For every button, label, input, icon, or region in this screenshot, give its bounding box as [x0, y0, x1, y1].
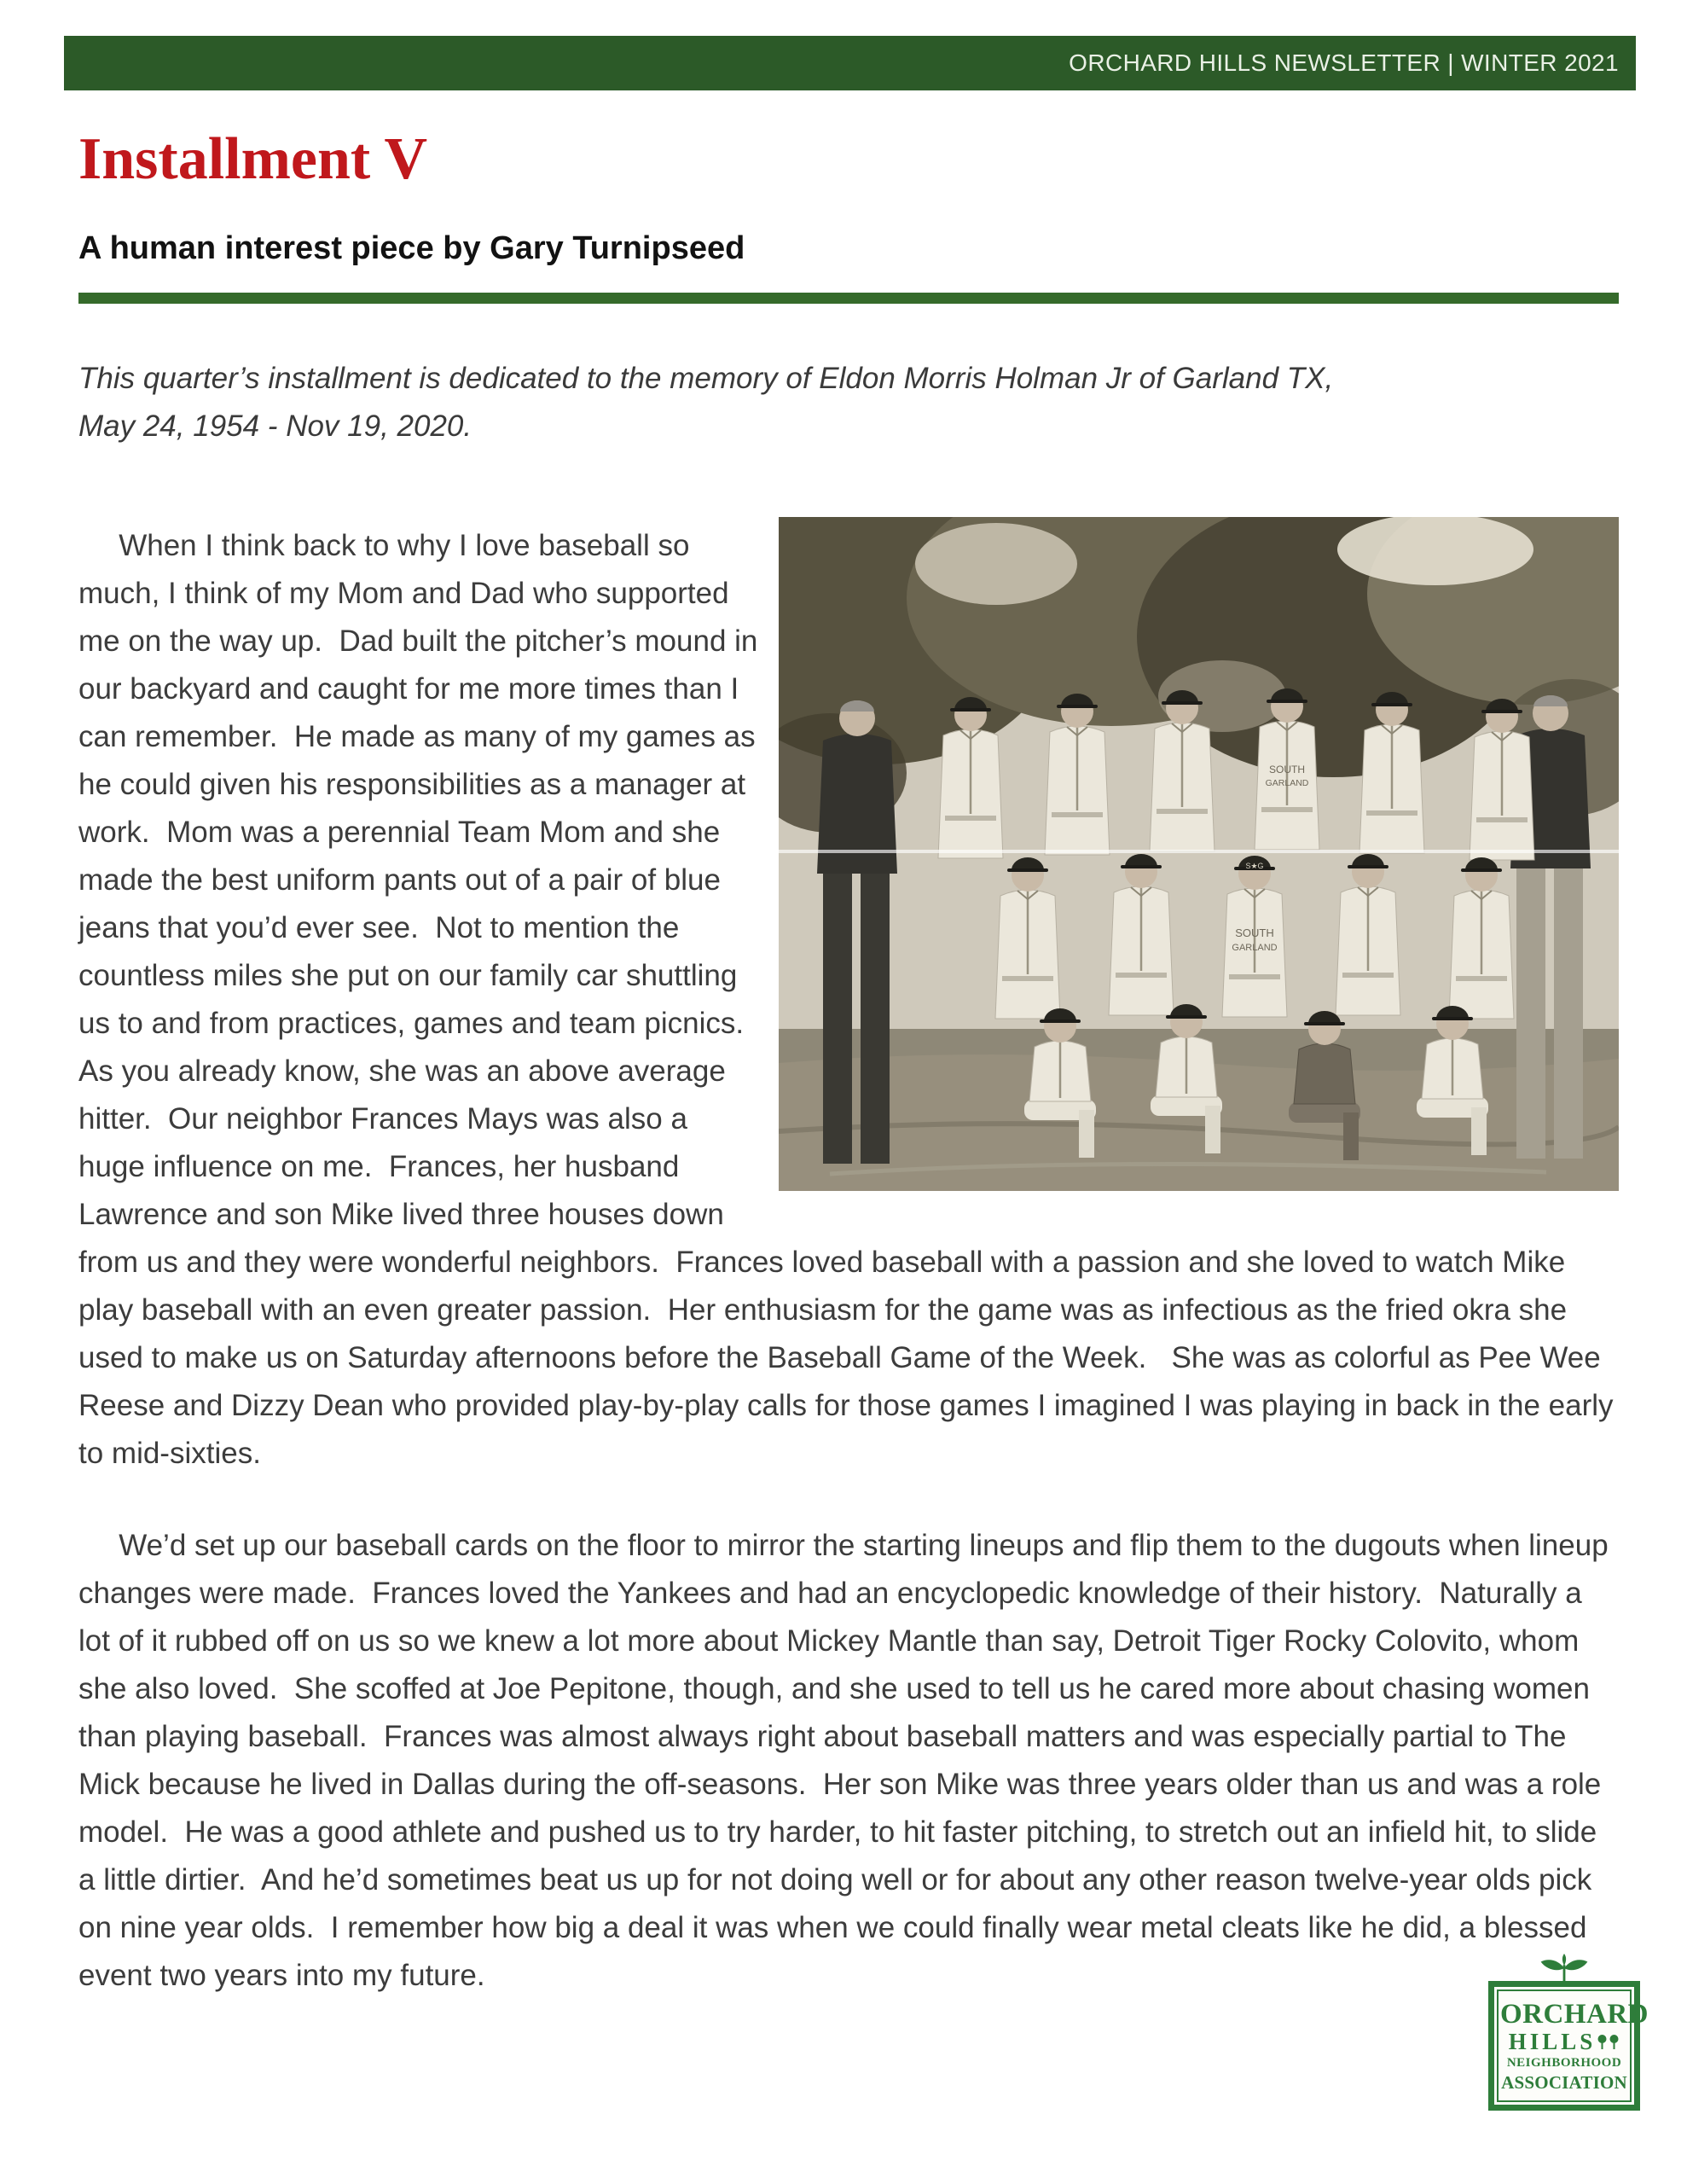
- team-photo-image: [779, 517, 1619, 1191]
- sprout-icon: [1536, 1954, 1592, 1983]
- cap-text: S★G: [1245, 861, 1264, 870]
- association-logo: [1482, 1954, 1649, 2111]
- dedication-block: [78, 355, 1619, 450]
- byline: A human interest piece by Gary Turnipseed: [78, 229, 745, 266]
- logo-hills-text: HILLS: [1508, 2029, 1597, 2054]
- page-content: [78, 126, 1622, 2044]
- team-photo-illustration: [779, 517, 1619, 1191]
- jersey-text: SOUTH: [1235, 926, 1274, 939]
- logo-box: [1488, 1981, 1649, 2111]
- article-paragraph-2: We’d set up our baseball cards on the floor to mirror the starting lineups and flip them to the dugouts when lineup changes were made. Frances loved the Yankees and had an encyclopedic knowledge of their history. Naturally a lot of it rubbed off on us so we knew a lot more about Mickey Mantle than say, Detroit Tiger Rocky Colovito, whom she also loved. She scoffed at Joe Pepitone, though, and she used to tell us he cared more about chasing women than playing baseball. Frances was almost always right about baseball matters and was especially partial to The Mick because he lived in Dallas during the off-seasons. Her son Mike was three years older than us and was a role model. He was a good athlete and pushed us to try harder, to hit faster pitching, to stretch out an infield hit, to slide a little dirtier. And he’d sometimes beat us up for not doing well or for about any other reason twelve-year olds pick on nine year olds. I remember how big a deal it was when we could finally wear metal cleats like he did, a blessed event two years into my future.: [78, 1528, 1617, 1992]
- photo-seam: [779, 850, 1619, 853]
- article-paragraph-1: When I think back to why I love baseball so much, I think of my Mom and Dad who supported me on the way up. Dad built the pitcher’s mound in our backyard and caught for me more times than I can remember. He made as many of my games as he could given his responsibilities as a manager at work. Mom was a perennial Team Mom and she made the best uniform pants out of a pair of blue jeans that you’d ever see. Not to mention the countless miles she put on our family car shuttling us to and from practices, games and team picnics. As you already know, she was an above average hitter. Our neighbor Frances Mays was also a huge influence on me. Frances, her husband Lawrence and son Mike lived three houses down from us and they were wonderful neighbors. Frances loved baseball with a passion and she loved to watch Mike play baseball with an even greater passion. Her enthusiasm for the game was as infectious as the fried okra she used to make us on Saturday afternoons before the Baseball Game of the Week. She was as colorful as Pee Wee Reese and Dizzy Dean who provided play-by-play calls for those games I imagined I was playing in back in the early to mid-sixties.: [78, 528, 1622, 1470]
- dedication-line-2: May 24, 1954 - Nov 19, 2020.: [78, 409, 472, 443]
- logo-line-orchard: ORCHARD: [1500, 1999, 1649, 2030]
- header-band: [64, 36, 1636, 90]
- article-body: [78, 522, 1622, 2000]
- logo-inner-frame: [1497, 1989, 1649, 2102]
- jersey-text: GARLAND: [1232, 942, 1278, 953]
- logo-line-hills: [1500, 2029, 1628, 2054]
- jersey-text: SOUTH: [1269, 763, 1305, 775]
- page-title: Installment V: [78, 126, 428, 192]
- logo-line-association: ASSOCIATION: [1501, 2072, 1627, 2093]
- dedication-line-1: This quarter’s installment is dedicated to the memory of Eldon Morris Holman Jr of Garland TX,: [78, 361, 1334, 395]
- tree-icon: [1609, 2035, 1620, 2049]
- section-divider-rule: [78, 293, 1619, 304]
- header-banner-text: ORCHARD HILLS NEWSLETTER | WINTER 2021: [1069, 49, 1619, 76]
- logo-line-neighborhood: NEIGHBORHOOD: [1506, 2056, 1622, 2070]
- tree-icon: [1597, 2035, 1608, 2049]
- jersey-text: GARLAND: [1265, 777, 1309, 788]
